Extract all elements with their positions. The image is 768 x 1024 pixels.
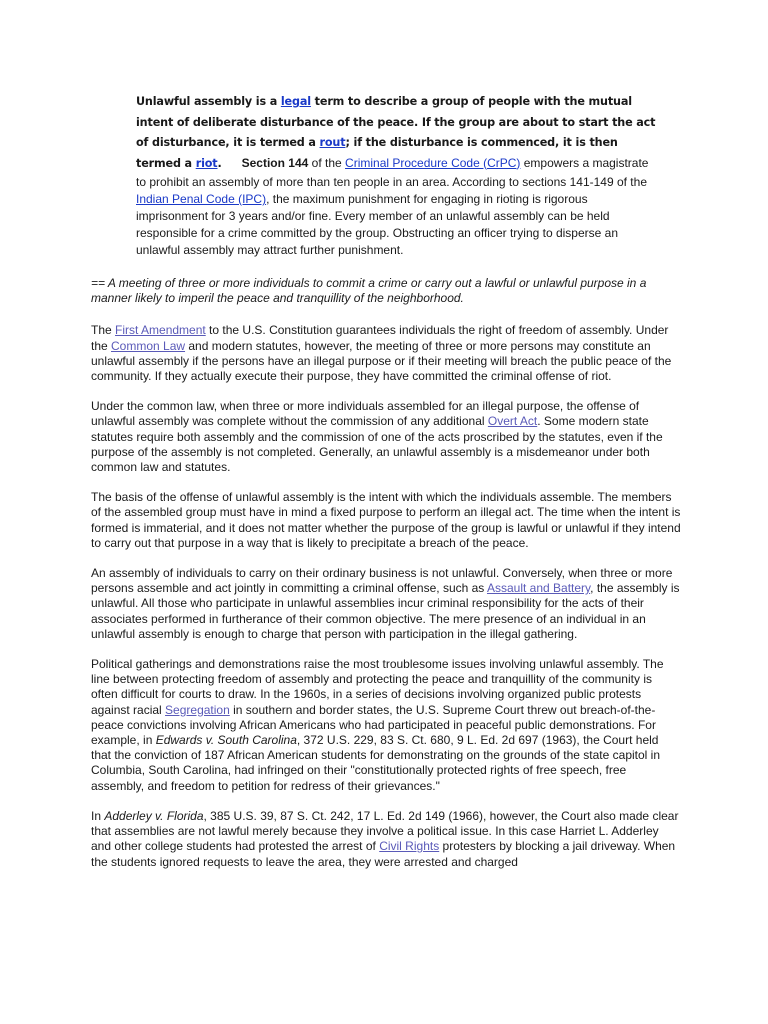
paragraph-text: Under the common law, when three or more individuals assembled for an illegal purpose, the offense of unlawful assembly was complete without the commission of any additional <box>91 399 640 429</box>
paragraph-text: Political gatherings and demonstrations raise the most troublesome issues involving unlawful assembly. The line between protecting freedom of assembly and protecting the peace and tranquillity of the community is often difficult for courts to draw. In the 1960s, in a series of decisions involving organized public protests against racial <box>91 657 664 717</box>
civil-rights-link[interactable]: Civil Rights <box>379 839 440 854</box>
intro-text: Unlawful assembly is a <box>136 95 281 108</box>
intent-paragraph <box>91 490 681 551</box>
definition-paragraph <box>91 276 681 306</box>
legal-link[interactable]: legal <box>280 95 311 108</box>
intro-text: , the maximum punishment for engaging in rioting is rigorous imprisonment for 3 years and/or fine. Every member of an unlawful assembly can be held responsible for a crime committed by the group. Obstructing an officer trying to disperse an unlawful assembly may attract further punishment. <box>136 192 619 257</box>
crpc-link[interactable]: Criminal Procedure Code (CrPC) <box>345 155 521 170</box>
intro-text: empowers a magistrate to prohibit an assembly of more than ten people in an area. According to sections 141-149 of the <box>136 155 649 189</box>
common-law-paragraph <box>91 399 681 475</box>
paragraph-text: , 372 U.S. 229, 83 S. Ct. 680, 9 L. Ed. 2d 697 (1963), the Court held that the conviction of 187 African American students for demonstrating on the grounds of the state capitol in Columbia, South Carolina, had infringed on their "constitutionally protected rights of free speech, free assembly, and freedom to petition for redress of their grievances." <box>91 733 661 793</box>
paragraph-text: and modern statutes, however, the meeting of three or more persons may constitute an unlawful assembly if the persons have an illegal purpose or if their meeting will breach the public peace of the community. If they actually execute their purpose, they have committed the criminal offense of riot. <box>91 338 672 384</box>
riot-link[interactable]: riot <box>195 156 218 170</box>
intro-text: ; if the disturbance is commenced, it is then termed a <box>136 136 618 170</box>
intro-text: term to describe a group of people with the mutual intent of deliberate disturbance of the peace. If the group are about to start the act of disturbance, it is termed a <box>136 95 656 149</box>
paragraph-text: , 385 U.S. 39, 87 S. Ct. 242, 17 L. Ed. 2d 149 (1966), however, the Court also made clear that assemblies are not lawful merely because they involve a political issue. In this case Harriet L. Adderley and other college students had protested the arrest of <box>91 808 679 854</box>
paragraph-text: The <box>91 323 116 338</box>
paragraph-text: In <box>91 808 105 823</box>
section-144-label: Section 144 <box>241 155 309 170</box>
definition-prefix: == <box>91 276 108 290</box>
article-body <box>91 276 681 885</box>
ipc-link[interactable]: Indian Penal Code (IPC) <box>136 192 267 206</box>
rout-link[interactable]: rout <box>319 136 346 149</box>
assault-and-battery-link[interactable]: Assault and Battery <box>486 581 591 596</box>
paragraph-text: The basis of the offense of unlawful assembly is the intent with which the individuals assemble. The members of the assembled group must have in mind a fixed purpose to perform an illegal act. The time when the intent is formed is immaterial, and it does not matter whether the purpose of the group is lawful or unlawful if they intend to carry out that purpose in a way that is likely to precipitate a breach of the peace. <box>91 490 681 550</box>
paragraph-text: in southern and border states, the U.S. Supreme Court threw out breach-of-the-peace convictions involving African Americans who had participated in peaceful public demonstrations. For example, in <box>91 702 656 748</box>
intro-text: . <box>217 156 222 170</box>
paragraph-text: . Some modern state statutes require both assembly and the commission of one of the acts proscribed by the statutes, even if the purpose of the assembly is not completed. Generally, an unlawful assembly is a misdemeanor under both common law and statutes. <box>91 414 663 475</box>
ordinary-business-paragraph <box>91 566 681 642</box>
paragraph-text: to the U.S. Constitution guarantees individuals the right of freedom of assembly. Under the <box>91 323 669 353</box>
first-amendment-paragraph <box>91 323 681 384</box>
intro-paragraph <box>136 92 661 259</box>
case-name: Edwards v. South Carolina <box>155 733 297 748</box>
case-name: Adderley v. Florida <box>104 808 204 823</box>
common-law-link[interactable]: Common Law <box>111 338 186 353</box>
first-amendment-link[interactable]: First Amendment <box>115 323 206 338</box>
definition-text: A meeting of three or more individuals to commit a crime or carry out a lawful or unlawful purpose in a manner likely to imperil the peace and tranquillity of the neighborhood. <box>91 276 647 306</box>
paragraph-text: , the assembly is unlawful. All those who participate in unlawful assemblies incur criminal responsibility for the acts of their associates performed in furtherance of their common objective. The mere presence of an individual in an unlawful assembly is enough to charge that person with participation in the illegal gathering. <box>91 581 680 641</box>
segregation-link[interactable]: Segregation <box>165 702 230 717</box>
political-gatherings-paragraph <box>91 657 681 794</box>
paragraph-text: An assembly of individuals to carry on their ordinary business is not unlawful. Conversely, when three or more persons assemble and act jointly in committing a criminal offense, such as <box>91 566 673 596</box>
overt-act-link[interactable]: Overt Act <box>487 414 538 429</box>
adderley-paragraph <box>91 809 681 870</box>
intro-text: of the <box>308 155 346 170</box>
paragraph-text: protesters by blocking a jail driveway. When the students ignored requests to leave the area, they were arrested and charged <box>91 839 676 869</box>
